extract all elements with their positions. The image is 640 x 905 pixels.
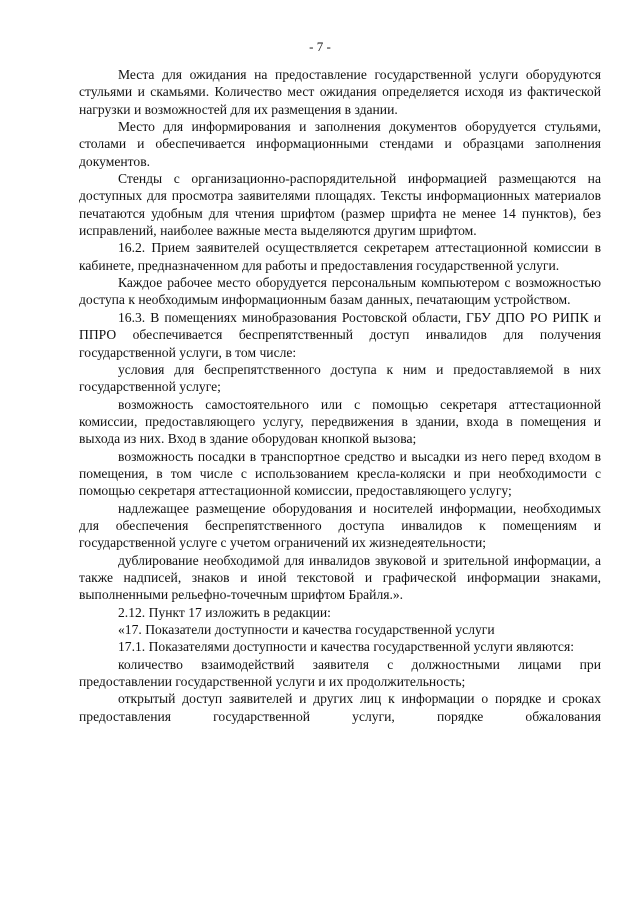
- paragraph-17-1: 17.1. Показателями доступности и качества государственной услуги являются:: [118, 639, 574, 655]
- document-body: [79, 66, 601, 725]
- paragraph-interactions: количество взаимодействий заявителя с должностными лицами при предоставлении государственной услуги и их продолжительность;: [79, 656, 601, 690]
- paragraph-equipment: надлежащее размещение оборудования и носителей информации, необходимых для обеспечения беспрепятственного доступа инвалидов к помещениям и государственной услуге с учетом ограничений их жизнедеятельности;: [79, 500, 601, 551]
- paragraph-stands: Стенды с организационно-распорядительной информацией размещаются на доступных для просмотра заявителями площадях. Тексты информационных материалов печатаются удобным для чтения шрифтом (размер шрифта не менее 14 пунктов), без исправлений, наиболее важные места выделяются другим шрифтом.: [79, 171, 601, 239]
- paragraph-waiting-areas: Места для ожидания на предоставление государственной услуги оборудуются стульями и скамьями. Количество мест ожидания определяется исходя из фактической нагрузки и возможностей для их размещения в здании.: [79, 67, 601, 117]
- paragraph-open-access: открытый доступ заявителей и других лиц к информации о порядке и сроках предоставления государственной услуги, порядке обжалования: [79, 691, 601, 724]
- paragraph-braille: дублирование необходимой для инвалидов звуковой и зрительной информации, а также надписей, знаков и иной текстовой и графической информации знаками, выполненными рельефно-точечным шрифтом Брайля.».: [79, 552, 601, 603]
- paragraph-17-heading: «17. Показатели доступности и качества государственной услуги: [118, 622, 495, 637]
- page-number: - 7 -: [309, 39, 331, 54]
- paragraph-16-2: 16.2. Прием заявителей осуществляется секретарем аттестационной комиссии в кабинете, предназначенном для работы и предоставления государственной услуги.: [79, 240, 601, 273]
- paragraph-access-conditions: условия для беспрепятственного доступа к ним и предоставляемой в них государственной услуге;: [79, 361, 601, 395]
- paragraph-16-3: 16.3. В помещениях минобразования Ростовской области, ГБУ ДПО РО РИПК и ППРО обеспечивается беспрепятственный доступ инвалидов для получения государственной услуги, в том числе:: [79, 309, 601, 360]
- paragraph-information-place: Место для информирования и заполнения документов оборудуется стульями, столами и обеспечивается информационными стендами и образцами заполнения документов.: [79, 119, 601, 169]
- paragraph-workplace: Каждое рабочее место оборудуется персональным компьютером с возможностью доступа к необходимым информационным базам данных, печатающим устройством.: [79, 275, 601, 308]
- paragraph-movement: возможность самостоятельного или с помощью секретаря аттестационной комиссии, предоставляющего услугу, передвижения в здании, входа в помещения и выхода из них. Вход в здание оборудован кнопкой вызова;: [79, 396, 601, 447]
- paragraph-transport: возможность посадки в транспортное средство и высадки из него перед входом в помещения, в том числе с использованием кресла-коляски и при необходимости с помощью секретаря аттестационной комиссии, предоставляющего услугу;: [79, 448, 601, 499]
- paragraph-2-12: 2.12. Пункт 17 изложить в редакции:: [118, 604, 331, 620]
